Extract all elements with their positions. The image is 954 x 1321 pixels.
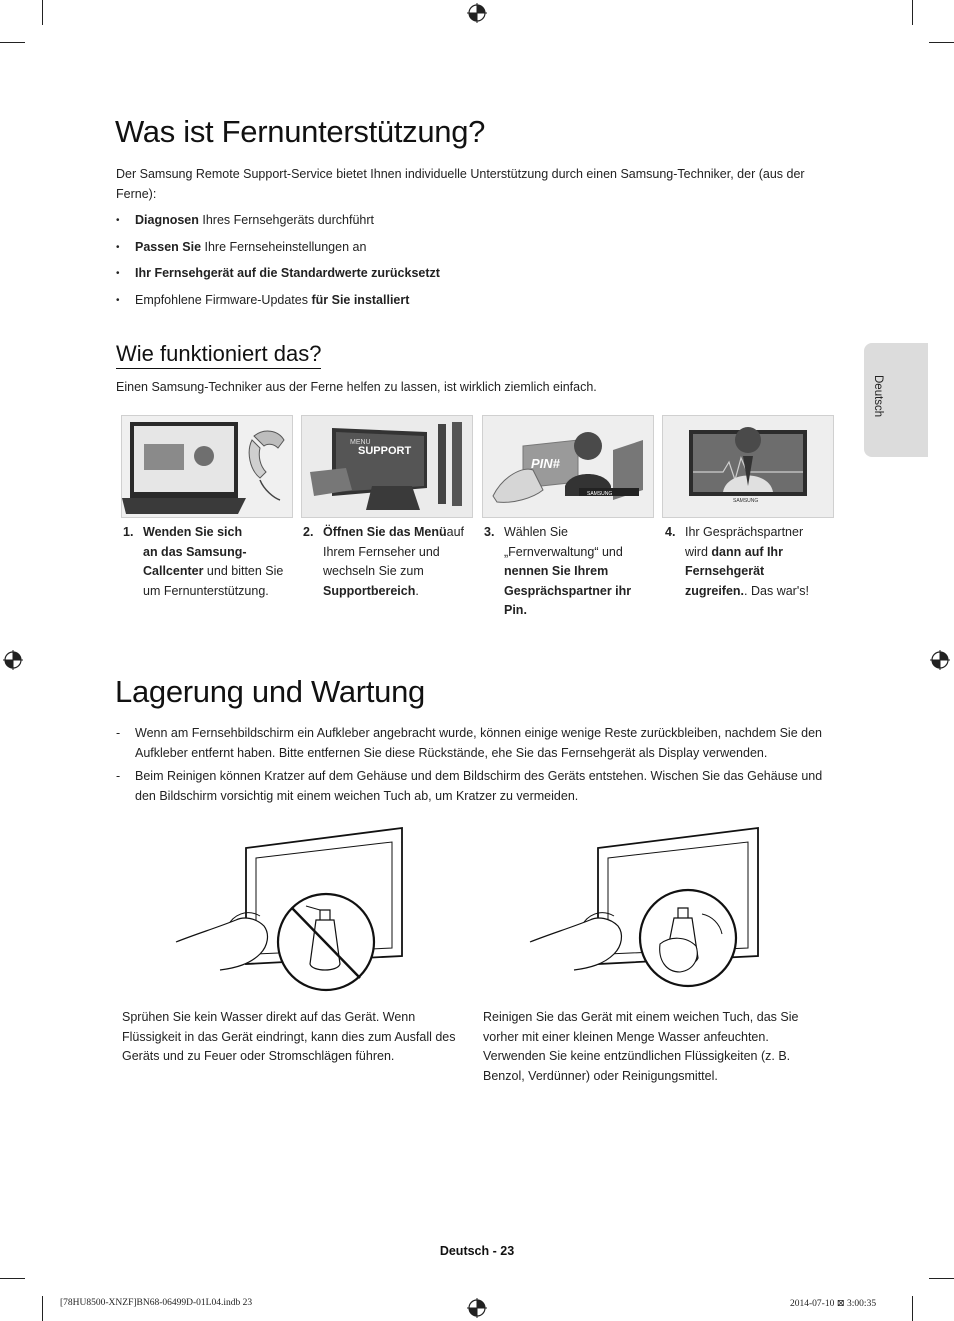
print-imprint-left: [78HU8500-XNZF]BN68-06499D-01L04.indb 23 <box>60 1298 253 1308</box>
step-number: 2. <box>303 525 314 539</box>
section-title-remote-support: Was ist Fernunterstützung? <box>115 114 486 149</box>
registration-mark-icon <box>929 649 951 671</box>
registration-mark-icon <box>2 649 24 671</box>
step-text: Ihr Gesprächspartner wird dann auf Ihr Fernsehgerät zugreifen.. Das war's! <box>685 525 809 598</box>
crop-mark <box>42 0 43 25</box>
list-item: - Beim Reinigen können Kratzer auf dem Gehäuse und dem Bildschirm des Geräts entstehen. Wischen Sie das Gehäuse und den Bildschirm vorsichtig mit einem weichen Tuch ab, um Kratzer zu vermeiden. <box>116 769 823 803</box>
intro-paragraph <box>116 165 836 204</box>
menu-label: MENU <box>350 439 371 446</box>
crop-mark <box>912 1296 913 1321</box>
step-number: 3. <box>484 525 495 539</box>
no-spray-illustration <box>170 824 410 994</box>
step-text: Öffnen Sie das Menüauf Ihrem Fernseher und wechseln Sie zum Supportbereich. <box>323 525 465 598</box>
step-number: 1. <box>123 525 134 539</box>
print-imprint-right: 2014-07-10 ⊠ 3:00:35 <box>790 1299 877 1309</box>
support-features-list <box>116 211 440 317</box>
maintenance-notes <box>116 724 836 810</box>
crop-mark <box>929 42 954 43</box>
samsung-label: SAMSUNG <box>587 491 613 497</box>
step-text: Wenden Sie sich an das Samsung- Callcenter und bitten Sie um Fernunterstützung. <box>143 525 284 598</box>
samsung-label: SAMSUNG <box>733 498 759 504</box>
list-item: • Diagnosen Ihres Fernsehgeräts durchführt <box>116 211 440 238</box>
step-text: Wählen Sie „Fernverwaltung“ und nennen Sie Ihrem Gesprächspartner ihr Pin. <box>504 525 632 617</box>
step-3-image <box>482 415 654 518</box>
list-item: • Passen Sie Ihre Fernseheinstellungen an <box>116 238 440 265</box>
dash-icon: - <box>116 769 121 783</box>
crop-mark <box>0 42 25 43</box>
crop-mark <box>912 0 913 25</box>
section-title-storage-maintenance: Lagerung und Wartung <box>115 674 425 709</box>
list-item: • Empfohlene Firmware-Updates für Sie installiert <box>116 291 440 318</box>
step-1-image <box>121 415 293 518</box>
bullet-icon: • <box>116 268 120 279</box>
caption-no-spray: Sprühen Sie kein Wasser direkt auf das Gerät. Wenn Flüssigkeit in das Gerät eindringt, kann dies zum Ausfall des Geräts und zu Feuer oder Stromschlägen führen. <box>122 1010 456 1063</box>
registration-mark-icon <box>466 2 488 24</box>
step-4-image <box>662 415 834 518</box>
crop-mark <box>0 1278 25 1279</box>
wipe-cloth-illustration <box>526 824 766 994</box>
pin-label: PIN# <box>531 456 560 471</box>
crop-mark <box>42 1296 43 1321</box>
bullet-icon: • <box>116 241 120 253</box>
bullet-icon: • <box>116 294 120 306</box>
page-number: Deutsch - 23 <box>439 1244 515 1258</box>
crop-mark <box>929 1278 954 1279</box>
list-item: - Wenn am Fernsehbildschirm ein Aufkleber angebracht wurde, können einige wenige Reste zurückbleiben, nachdem Sie den Aufkleber entfernt haben. Bitte entfernen Sie diese Rückstände, ehe Sie das Fernsehgerät als Display verwenden. <box>116 726 822 760</box>
step-2-image <box>301 415 473 518</box>
intro-line: Der Samsung Remote Support-Service bietet Ihnen individuelle Unterstützung durch einen Samsung-Techniker, der (aus der <box>116 167 805 181</box>
step-number: 4. <box>665 525 676 539</box>
section-subtitle-how-it-works: Wie funktioniert das? <box>116 341 321 369</box>
registration-mark-icon <box>466 1297 488 1319</box>
dash-icon: - <box>116 726 121 740</box>
language-side-tab-label: Deutsch <box>872 375 884 418</box>
list-item: • Ihr Fernsehgerät auf die Standardwerte zurücksetzt <box>116 264 440 291</box>
bullet-icon: • <box>116 215 120 226</box>
intro-line: Ferne): <box>116 186 157 201</box>
caption-wipe: Reinigen Sie das Gerät mit einem weichen Tuch, das Sie vorher mit einer kleinen Menge Wasser anfeuchten. Verwenden Sie keine entzündlichen Flüssigkeiten (z. B. Benzol, Verdünner) oder Reinigungsmittel. <box>483 1010 799 1083</box>
support-label: SUPPORT <box>358 445 412 457</box>
how-it-works-intro: Einen Samsung-Techniker aus der Ferne helfen zu lassen, ist wirklich ziemlich einfach. <box>116 380 597 394</box>
